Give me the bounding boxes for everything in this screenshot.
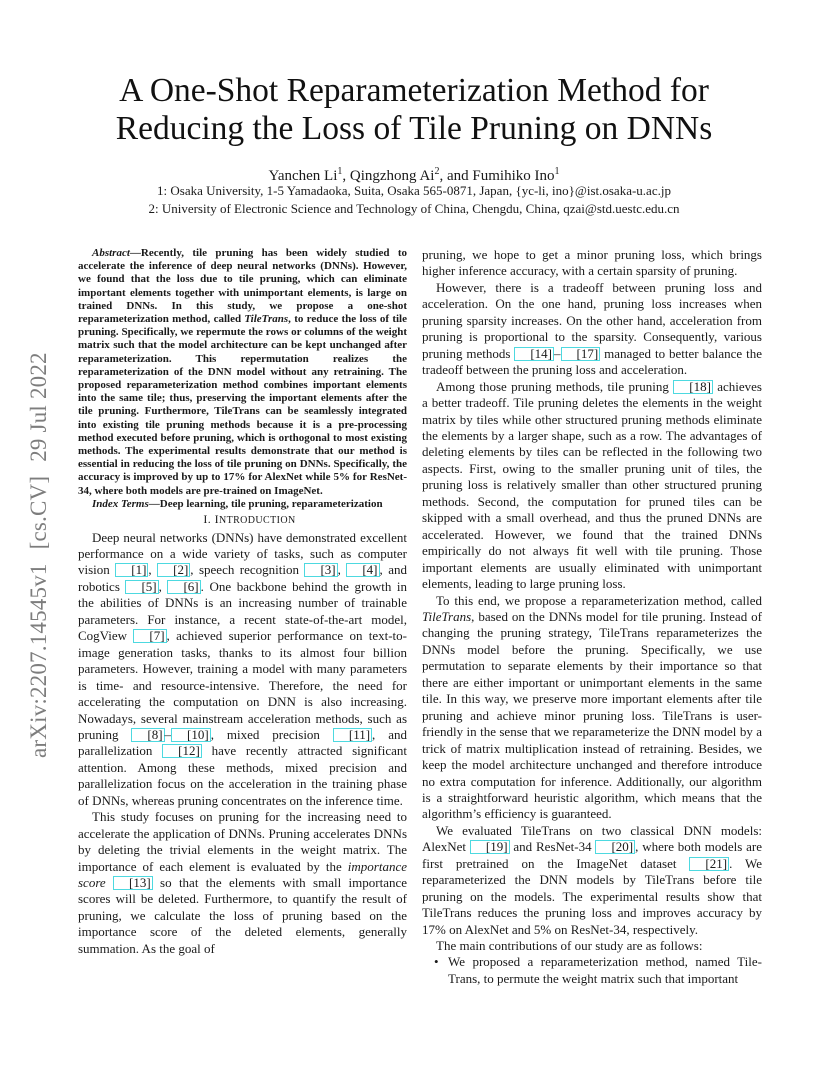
author-name: Fumihiko Ino: [472, 168, 555, 184]
citation-link[interactable]: [3]: [304, 563, 337, 577]
arxiv-id: arXiv:2207.14545v1: [26, 563, 51, 758]
citation-link[interactable]: [20]: [595, 840, 635, 854]
body-text: ,: [158, 578, 168, 594]
body-text: Among those pruning methods, tile pruning: [436, 378, 674, 394]
author-affiliation-mark: 1: [554, 166, 560, 177]
body-text: achieves a better tradeoff. Tile pruning deletes the elements in the weight matrix by tiles while other structured pruning methods eliminate the elements by a larger shape, such as a row. The advantages of deleting elements by tiles can be reflected in the following two aspects. First, owing to the smaller pruning unit of tiles, the pruning loss is relatively smaller than other structured pruning methods. Second, the computation for pruned tiles can be skipped with a small overhead, and thus the pruned DNNs are accelerated. However, we found that the trained DNNs empirically do not always fit well with tile pruning. Those important elements are usually eliminated with unimportant elements, leading to large pruning loss.: [422, 378, 762, 592]
left-column: [78, 247, 407, 957]
contribution-list: [422, 954, 762, 987]
title-line-1: A One-Shot Reparameterization Method for: [119, 72, 709, 109]
body-text: This study focuses on pruning for the increasing need to accelerate the application of DNNs. Pruning accelerates DNNs by deleting the trivial elements in the weight matrix. The importance of each element is evaluated by the: [78, 809, 407, 874]
citation-link[interactable]: [1]: [115, 563, 148, 577]
citation-link[interactable]: [17]: [561, 347, 601, 361]
body-text: ,: [148, 562, 158, 578]
affiliation-2: 2: University of Electronic Science and Technology of China, Chengdu, China, qzai@std.uestc.edu.cn: [148, 201, 680, 216]
citation-link[interactable]: [5]: [125, 580, 158, 594]
author-name: Qingzhong Ai: [349, 168, 435, 184]
emphasized-term: importance score: [78, 858, 407, 891]
body-text: managed to better balance the tradeoff between the pruning loss and acceleration.: [422, 345, 762, 378]
body-text: We evaluated TileTrans on two classical DNN models: AlexNet: [422, 822, 762, 855]
intro-paragraph-5: [422, 593, 762, 823]
author-separator: ,: [342, 168, 350, 184]
abstract-text: , to reduce the loss of tile pruning. Specifically, we repermute the rows or columns of the weight matrix such that the model architecture can be kept unchanged after reparameterization. This repermutation realizes the reparameterization of the DNN model without any retraining. The proposed reparameterization method combines important elements into the same tile; thus, preserving the important elements after the tile pruning. Furthermore, TileTrans can be seamlessly integrated into existing tile pruning methods because it is a pre-processing method executed before pruning, which is orthogonal to most existing methods. The experimental results demonstrate that our method is essential in reducing the loss of tile pruning on DNNs. Specifically, the accuracy is improved by up to 17% for AlexNet while 5% for ResNet-34, where both models are pre-trained on ImageNet.: [78, 313, 407, 497]
body-text: [106, 875, 113, 890]
citation-link[interactable]: [8]: [131, 728, 164, 742]
abstract-text: Recently, tile pruning has been widely studied to accelerate the inference of deep neural networks (DNNs). However, we found that the loss due to tile pruning, which can eliminate important elements together with unimportant elements, is large on trained DNNs. In this study, we propose a one-shot reparameterization method, called: [78, 247, 407, 326]
body-text: have recently attracted significant attention. Among these methods, mixed precision and parallelization focus on the acceleration in the training phase of DNNs, whereas pruning concentrates on the inference time.: [78, 743, 407, 808]
citation-link[interactable]: [13]: [113, 876, 153, 890]
paper-title: [60, 72, 768, 148]
body-text: so that the elements with small importance scores will be deleted. Furthermore, to quantify the result of pruning, we calculate the loss of pruning based on the importance score of the deleted elements, generally summation. As the goal of: [78, 875, 407, 956]
index-terms: [78, 498, 407, 511]
intro-paragraph-4: [422, 379, 762, 593]
body-text: , and robotics: [78, 562, 407, 594]
author-name: Yanchen Li: [268, 168, 338, 184]
author-separator: , and: [439, 168, 473, 184]
body-text: To this end, we propose a reparameterization method, called: [436, 592, 762, 608]
citation-link[interactable]: [14]: [514, 347, 554, 361]
body-text: , mixed precision: [210, 726, 333, 742]
intro-paragraph-1: [78, 530, 407, 810]
index-terms-dash: —: [148, 497, 160, 510]
body-text: . One backbone behind the growth in the abilities of DNNs is an increasing number of trainable parameters. For instance, a recent state-of-the-art model, CogView: [78, 578, 407, 644]
author-list: [60, 163, 768, 185]
right-column: [422, 247, 762, 987]
body-text: –: [554, 345, 561, 361]
body-text: –: [164, 726, 172, 742]
section-number: I.: [203, 512, 215, 527]
method-name: TileTrans: [422, 608, 472, 624]
intro-paragraph-continued: pruning, we hope to get a minor pruning loss, which brings higher inference accuracy, with a certain sparsity of pruning.: [422, 247, 762, 279]
section-heading: [78, 511, 407, 529]
abstract: [78, 247, 407, 498]
arxiv-stamp: [24, 288, 54, 758]
citation-link[interactable]: [2]: [157, 563, 190, 577]
body-text: However, there is a tradeoff between pruning loss and acceleration. On the one hand, pruning loss increases when pruning sparsity increases. On the other hand, acceleration from pruning is proportional to the sparsity. Consequently, various pruning methods: [422, 279, 762, 361]
title-line-2: Reducing the Loss of Tile Pruning on DNNs: [115, 110, 713, 147]
abstract-dash: —: [129, 247, 141, 259]
body-text: , based on the DNNs model for tile pruning. Instead of changing the pruning strategy, TileTrans reparameterizes the DNNs model before the pruning. Specifically, we use permutation to separate elements by their importance so that there are either important or unimportant elements in the same tile. In this way, we preserve more important elements after tile pruning and achieve minor pruning loss. TileTrans is user-friendly in the sense that we reparameterize the DNN model by a trick of matrix multiplication instead of retraining. Besides, we keep the model architecture unchanged and therefore introduce no extra computation for inference. Additionally, our algorithm is a straightforward heuristic algorithm, which means that the algorithm’s efficiency is guaranteed.: [422, 608, 762, 822]
citation-link[interactable]: [10]: [171, 728, 211, 742]
body-text: ,: [337, 562, 347, 578]
author-affiliation-mark: 2: [434, 166, 440, 177]
author-affiliation-mark: 1: [337, 166, 343, 177]
body-text: , where both models are first pretrained on the ImageNet dataset: [422, 839, 763, 871]
citation-link[interactable]: [7]: [133, 629, 166, 643]
citation-link[interactable]: [4]: [346, 563, 379, 577]
body-text: , achieved superior performance on text-to-image generation tasks, thanks to its almost four billion parameters. However, training a model with many parameters is time- and resource-intensive. Therefore, the need for accelerating the computation on DNN is also increasing. Nowadays, several mainstream acceleration methods, such as pruning: [78, 628, 407, 742]
intro-paragraph-6: [422, 823, 762, 938]
affiliation-1: 1: Osaka University, 1-5 Yamadaoka, Suita, Osaka 565-0871, Japan, {yc-li, ino}@ist.osaka-u.ac.jp: [157, 183, 671, 198]
arxiv-category: [cs.CV]: [26, 475, 51, 550]
citation-link[interactable]: [11]: [333, 728, 372, 742]
body-text: Deep neural networks (DNNs) have demonstrated excellent performance on a wide variety of tasks, such as computer vision: [78, 529, 407, 578]
citation-link[interactable]: [12]: [162, 744, 202, 758]
index-terms-label: Index Terms: [92, 497, 149, 510]
contribution-item: • We proposed a reparameterization method, named Tile-Trans, to permute the weight matrix such that important: [422, 954, 762, 987]
citation-link[interactable]: [18]: [673, 380, 713, 394]
citation-link[interactable]: [6]: [167, 580, 200, 594]
body-text: , and parallelization: [78, 726, 407, 759]
body-text: and ResNet-34: [509, 839, 596, 855]
citation-link[interactable]: [19]: [470, 840, 510, 854]
body-text: . We reparameterized the DNN models by TileTrans before tile pruning on the models. The experimental results show that TileTrans reduces the pruning loss and improves accuracy by 17% on AlexNet and 5% on ResNet-34, respectively.: [422, 855, 762, 937]
arxiv-date: 29 Jul 2022: [26, 352, 51, 462]
index-terms-text: Deep learning, tile pruning, reparameterization: [159, 497, 383, 510]
method-name: TileTrans: [244, 313, 289, 326]
abstract-label: Abstract: [92, 247, 130, 259]
citation-link[interactable]: [21]: [689, 857, 729, 871]
intro-paragraph-7: The main contributions of our study are as follows:: [436, 938, 703, 954]
intro-paragraph-2: [78, 809, 407, 957]
body-text: , speech recognition: [190, 562, 305, 578]
section-title-initial: I: [214, 512, 219, 527]
intro-paragraph-3: [422, 280, 762, 379]
section-title-rest: NTRODUCTION: [218, 515, 296, 527]
